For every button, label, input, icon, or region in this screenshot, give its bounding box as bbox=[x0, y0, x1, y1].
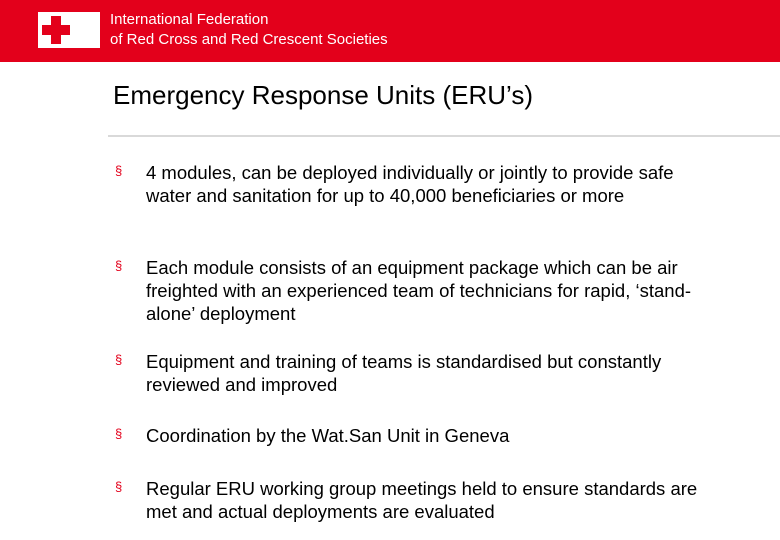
org-name-line2: of Red Cross and Red Crescent Societies bbox=[110, 31, 388, 48]
bullet-marker-icon: § bbox=[115, 163, 123, 178]
bullet-marker-icon: § bbox=[115, 352, 123, 367]
bullet-text: Coordination by the Wat.San Unit in Geneva bbox=[146, 425, 510, 446]
bullet-text: Each module consists of an equipment package which can be air freighted with an experienced team of technicians for rapid, ‘stand-alone’ deployment bbox=[146, 257, 692, 324]
bullet-text: Regular ERU working group meetings held to ensure standards are met and actual deployments are evaluated bbox=[146, 478, 698, 522]
org-name-line1: International Federation bbox=[110, 11, 269, 28]
bullet-text: 4 modules, can be deployed individually or jointly to provide safe water and sanitation for up to 40,000 beneficiaries or more bbox=[146, 162, 674, 206]
bullet-marker-icon: § bbox=[115, 426, 123, 441]
slide-title: Emergency Response Units (ERU’s) bbox=[113, 80, 533, 110]
bullet-marker-icon: § bbox=[115, 258, 123, 273]
bullet-text: Equipment and training of teams is standardised but constantly reviewed and improved bbox=[146, 351, 662, 395]
bullet-marker-icon: § bbox=[115, 479, 123, 494]
